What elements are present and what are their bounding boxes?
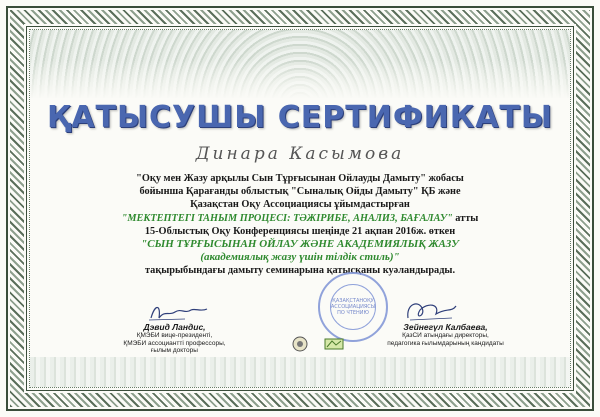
right-signer — [378, 322, 513, 347]
seminar-title: "СЫН ТҰРҒЫСЫНАН ОЙЛАУ ЖӘНЕ АКАДЕМИЯЛЫҚ ЖАЗУ — [141, 238, 459, 251]
body-line-4: 15-Облыстық Оқу Конференциясы шеңінде 21 ақпан 2016ж. өткен — [144, 225, 456, 237]
certificate-title: ҚАТЫСУШЫ СЕРТИФИКАТЫ — [47, 100, 553, 135]
certificate-body — [110, 172, 490, 278]
left-signer-name: Дэвид Ландис, — [143, 322, 206, 332]
seal-inner — [330, 284, 376, 330]
seal-text-1: ҚАЗАҚСТАНОҚУ — [332, 298, 374, 304]
right-signer-role-2: педагогика ғылымдарының кандидаты — [387, 339, 504, 347]
left-signer-role-2: ҚМЭБИ ассоциантті профессоры, — [123, 339, 226, 347]
left-signer — [112, 322, 237, 355]
body-line-2: бойынша Қарағанды облыстық "Сыналық Ойды Дамыту" ҚБ және — [139, 186, 461, 198]
body-line-1: "Оқу мен Жазу арқылы Сын Тұрғысынан Ойлауды Дамыту" жобасы — [136, 173, 464, 184]
right-signer-role-1: ҚазСИ атындағы директоры, — [402, 332, 489, 339]
left-signer-role-3: ғылым докторы — [151, 347, 198, 354]
recipient-name: Динара Касымова — [195, 144, 405, 164]
partner-logo-icon — [324, 338, 344, 350]
body-line-5: тақырыбындағы дамыту семинарына қатысқаны куәландырады. — [144, 265, 456, 277]
body-line-3: Қазақстан Оқу Ассоциациясы ұйымдастырған — [190, 199, 410, 211]
seal-stamp-icon — [318, 272, 388, 342]
seal-text-2: АССОЦИАЦИЯСЫ — [330, 304, 376, 310]
seal-text-3: ПО ЧТЕНИЮ — [337, 310, 369, 316]
organization-logo-icon — [292, 336, 308, 352]
conference-suffix: атты — [452, 212, 479, 224]
right-signature-icon — [400, 296, 460, 324]
bottom-ornament — [30, 357, 570, 387]
conference-line — [110, 212, 490, 225]
seminar-subtitle: (академиялық жазу үшін тілдік стиль)" — [200, 251, 400, 264]
right-signer-name: Зейнегүл Калбаева, — [403, 322, 488, 332]
left-signer-role-1: ҚМЭБИ вице-президенті, — [136, 332, 213, 339]
conference-name: "МЕКТЕПТЕГІ ТАНЫМ ПРОЦЕСІ: ТӘЖІРИБЕ, АНАЛИЗ, БАҒАЛАУ" — [121, 212, 453, 224]
left-signature-icon — [145, 300, 215, 324]
